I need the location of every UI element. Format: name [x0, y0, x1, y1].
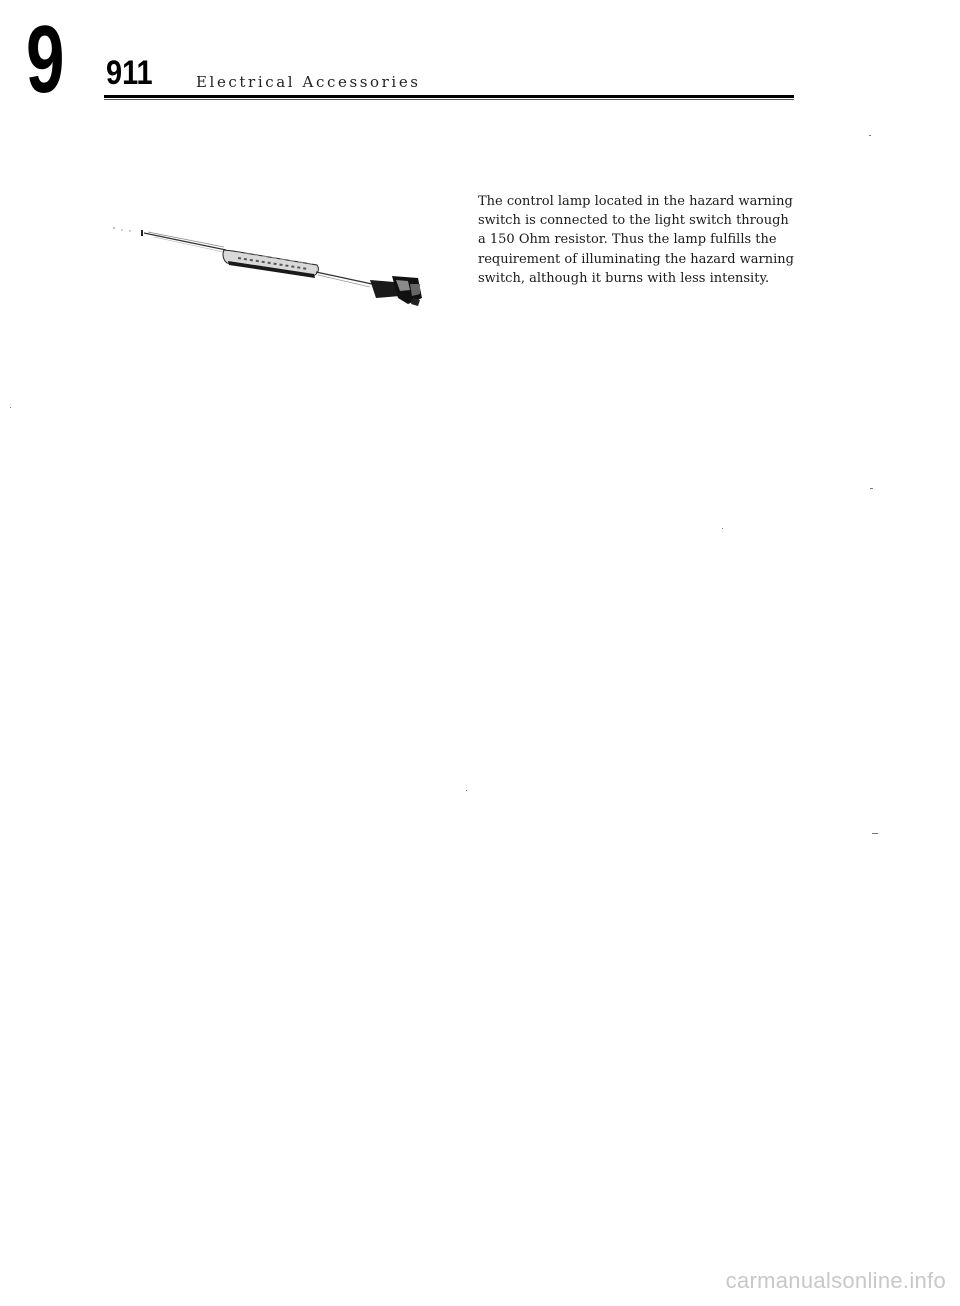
connector-plug-icon	[370, 276, 422, 306]
scan-speck	[870, 488, 873, 489]
wire-lead-icon	[144, 232, 228, 253]
header-rule	[104, 95, 794, 98]
scan-speck	[10, 407, 11, 408]
section-number: 9	[26, 6, 64, 113]
resistor-body-icon	[223, 250, 318, 278]
scan-speck	[869, 135, 871, 136]
watermark: carmanualsonline.info	[725, 1268, 946, 1293]
header-rule-thin	[104, 99, 794, 100]
scan-speck	[722, 528, 723, 529]
scan-speck	[872, 833, 878, 834]
model-number: 911	[106, 54, 153, 92]
wire-end-icon	[113, 227, 143, 236]
chapter-title: Electrical Accessories	[196, 73, 421, 91]
resistor-figure	[108, 218, 438, 318]
scan-speck	[466, 790, 467, 791]
body-paragraph: The control lamp located in the hazard warning switch is connected to the light switch through a 150 Ohm resistor. Thus the lamp fulfills the requirement of illuminating the hazard warning switch, although it burns with less intensity.	[478, 194, 794, 286]
wire-lead-icon	[316, 272, 372, 287]
